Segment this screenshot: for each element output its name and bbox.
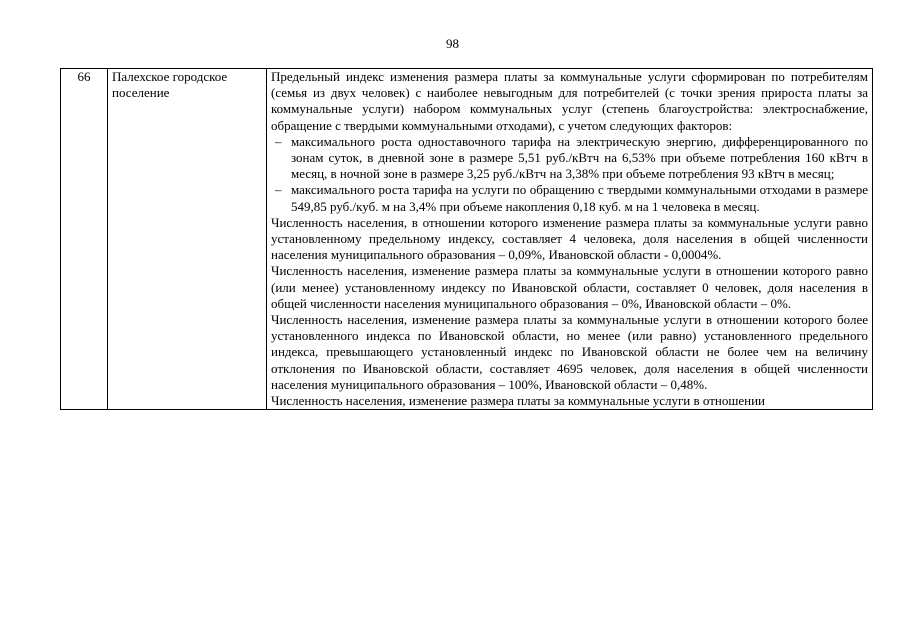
population-paragraph: Численность населения, изменение размера платы за коммунальные услуги в отношении которого равно (или менее) установленному индексу по Ивановской области, составляет 0 человек, доля населения в общей численности населения муниципального образования – 0%, Ивановской области – 0%. — [271, 263, 868, 311]
tariff-table — [60, 68, 873, 410]
row-number: 66 — [61, 69, 108, 410]
population-paragraph-cut: Численность населения, изменение размера платы за коммунальные услуги в отношении — [271, 393, 766, 409]
factor-text: максимального роста тарифа на услуги по обращению с твердыми коммунальными отходами в размере 549,85 руб./куб. м на 3,4% при объеме накопления 0,18 куб. м на 1 человека в месяц. — [291, 182, 868, 214]
factors-list — [271, 134, 868, 215]
page-number: 98 — [446, 36, 459, 51]
row-content — [267, 69, 873, 410]
settlement-name: Палехское городское поселение — [108, 69, 267, 410]
list-dash: – — [275, 182, 282, 198]
list-item — [271, 134, 868, 183]
list-item — [271, 182, 868, 214]
population-paragraph: Численность населения, изменение размера платы за коммунальные услуги в отношении которого более установленного индекса по Ивановской области, но менее (или равно) установленного предельного индекса, превышающего установленный индекс по Ивановской области не более чем на величину отклонения по Ивановской области, составляет 4695 человек, доля населения в общей численности населения муниципального образования – 100%, Ивановской области – 0,48%. — [271, 312, 868, 392]
factor-text: максимального роста одноставочного тарифа на электрическую энергию, дифференцированного по зонам суток, в дневной зоне в размере 5,51 руб./кВтч на 6,53% при объеме потребления 160 кВтч в месяц, в ночной зоне в размере 3,25 руб./кВтч на 3,38% при объеме потребления 93 кВтч в месяц; — [291, 133, 868, 182]
list-dash: – — [275, 133, 282, 149]
table-row — [61, 69, 873, 410]
intro-paragraph: Предельный индекс изменения размера платы за коммунальные услуги сформирован по потребителям (семья из двух человек) с наиболее невыгодным для потребителей (с точки зрения прироста платы за коммунальные услуги) набором коммунальных услуг (степень благоустройства: электроснабжение, обращение с твердыми коммунальными отходами), с учетом следующих факторов: — [271, 69, 868, 133]
population-paragraph: Численность населения, в отношении которого изменение размера платы за коммунальные услуги равно установленному предельному индексу, составляет 4 человека, доля населения в общей численности населения муниципального образования – 0,09%, Ивановской области - 0,0004%. — [271, 214, 868, 263]
